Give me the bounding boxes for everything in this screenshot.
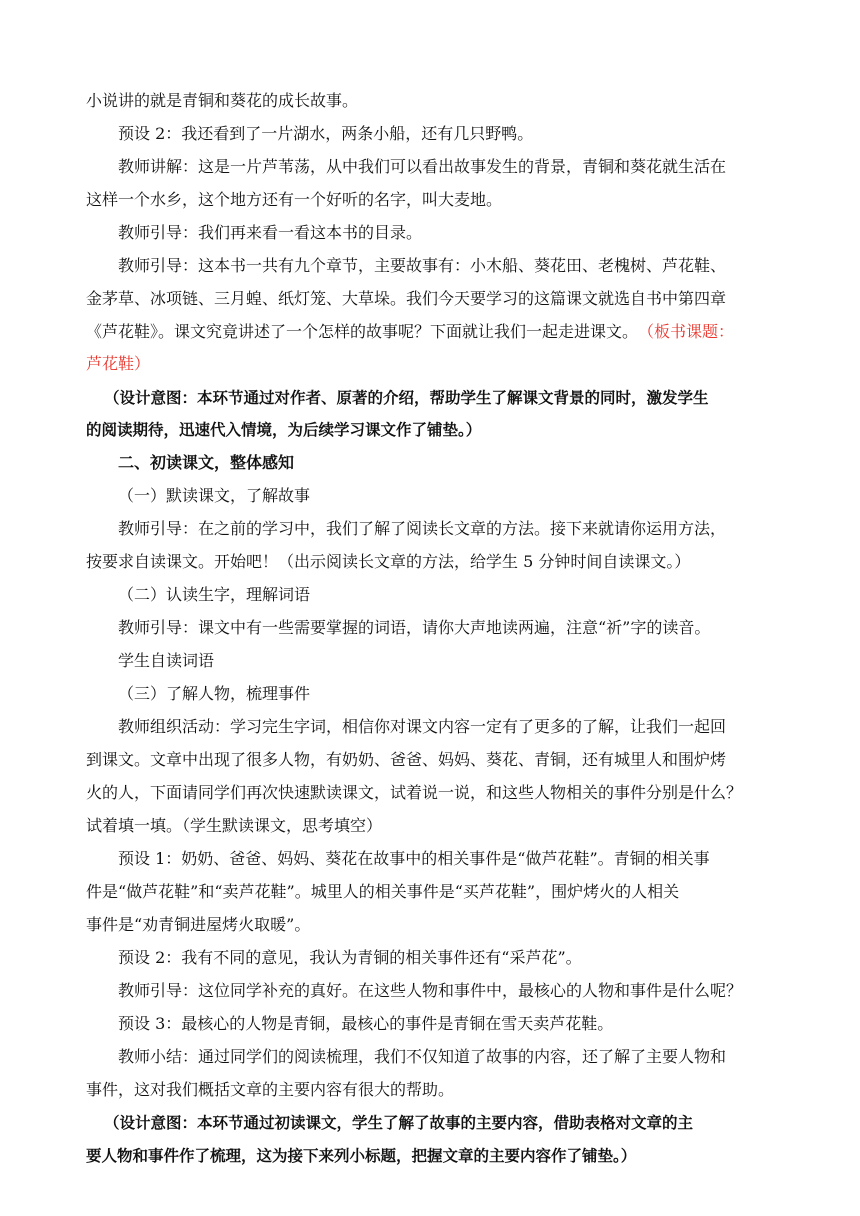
design-intent-line	[104, 384, 860, 412]
paragraph-line	[118, 845, 860, 873]
paragraph-line	[86, 1076, 860, 1104]
subsection-heading	[118, 680, 860, 708]
paragraph-line	[118, 515, 860, 543]
blackboard-title-note: （板书课题：	[638, 322, 735, 341]
blackboard-title-note: 芦花鞋）	[86, 354, 151, 373]
paragraph-line	[86, 548, 860, 576]
heading-text: （二）认读生字，理解词语	[118, 585, 311, 604]
line-text: 这样一个水乡，这个地方还有一个好听的名字，叫大麦地。	[86, 190, 503, 209]
paragraph-line	[118, 219, 860, 247]
paragraph-line	[118, 252, 860, 280]
line-text: 教师引导：这本书一共有九个章节，主要故事有：小木船、葵花田、老槐树、芦花鞋、	[118, 256, 727, 275]
paragraph-line	[86, 812, 860, 840]
line-text: 火的人，下面请同学们再次快速默读课文，试着说一说，和这些人物相关的事件分别是什么？	[86, 783, 743, 802]
line-text: 要人物和事件作了梳理，这为接下来列小标题，把握文章的主要内容作了铺垫。）	[86, 1146, 637, 1165]
paragraph-line	[118, 647, 860, 675]
paragraph-line	[86, 911, 860, 939]
paragraph-line	[118, 977, 860, 1005]
paragraph-line	[118, 153, 860, 181]
line-text: （设计意图：本环节通过对作者、原著的介绍，帮助学生了解课文背景的同时，激发学生	[104, 388, 709, 407]
paragraph-line	[86, 746, 860, 774]
design-intent-line	[86, 1142, 860, 1170]
line-text: 预设 3：最核心的人物是青铜，最核心的事件是青铜在雪天卖芦花鞋。	[118, 1014, 614, 1033]
heading-text: （三）了解人物，梳理事件	[118, 684, 311, 703]
heading-text: 二、初读课文，整体感知	[118, 453, 295, 472]
paragraph-line	[86, 186, 860, 214]
line-text: （设计意图：本环节通过初读课文，学生了解了故事的主要内容，借助表格对文章的主	[104, 1113, 694, 1132]
paragraph-line	[118, 1043, 860, 1071]
line-text: 金茅草、冰项链、三月蝗、纸灯笼、大草垛。我们今天要学习的这篇课文就选自书中第四章	[86, 289, 727, 308]
line-text: 教师引导：在之前的学习中，我们了解了阅读长文章的方法。接下来就请你运用方法，	[118, 519, 727, 538]
line-text: 学生自读词语	[118, 651, 215, 670]
subsection-heading	[118, 581, 860, 609]
paragraph-line	[118, 1010, 860, 1038]
line-text: 到课文。文章中出现了很多人物，有奶奶、爸爸、妈妈、葵花、青铜，还有城里人和围炉烤	[86, 750, 727, 769]
design-intent-line	[104, 1109, 860, 1137]
paragraph-line	[86, 350, 860, 378]
line-text: 事件，这对我们概括文章的主要内容有很大的帮助。	[86, 1080, 455, 1099]
line-text: 预设 2：我还看到了一片湖水，两条小船，还有几只野鸭。	[118, 124, 534, 143]
line-text: 教师引导：我们再来看一看这本书的目录。	[118, 223, 423, 242]
line-text: 教师引导：这位同学补充的真好。在这些人物和事件中，最核心的人物和事件是什么呢？	[118, 981, 743, 1000]
line-text: 试着填一填。（学生默读课文，思考填空）	[86, 816, 383, 835]
line-text: 按要求自读课文。开始吧！（出示阅读长文章的方法，给学生 5 分钟时间自读课文。）	[86, 552, 691, 571]
design-intent-line	[86, 416, 860, 444]
paragraph-line	[86, 878, 860, 906]
line-text: 《芦花鞋》。课文究竟讲述了一个怎样的故事呢？下面就让我们一起走进课文。	[86, 322, 639, 341]
paragraph-line	[118, 120, 860, 148]
line-text: 教师引导：课文中有一些需要掌握的词语，请你大声地读两遍，注意“祈”字的读音。	[118, 618, 711, 637]
section-heading	[118, 449, 860, 477]
line-text: 的阅读期待，迅速代入情境，为后续学习课文作了铺垫。）	[86, 420, 482, 439]
paragraph-line	[118, 713, 860, 741]
paragraph-line	[86, 285, 860, 313]
line-text: 小说讲的就是青铜和葵花的成长故事。	[86, 91, 359, 110]
subsection-heading	[118, 482, 860, 510]
paragraph-line	[86, 318, 860, 346]
line-text: 预设 2：我有不同的意见，我认为青铜的相关事件还有“采芦花”。	[118, 948, 582, 967]
heading-text: （一）默读课文，了解故事	[118, 486, 311, 505]
paragraph-line	[86, 779, 860, 807]
line-text: 教师组织活动：学习完生字词，相信你对课文内容一定有了更多的了解，让我们一起回	[118, 717, 727, 736]
line-text: 件是“做芦花鞋”和“卖芦花鞋”。城里人的相关事件是“买芦花鞋”，围炉烤火的人相关	[86, 882, 680, 901]
line-text: 教师小结：通过同学们的阅读梳理，我们不仅知道了故事的内容，还了解了主要人物和	[118, 1047, 727, 1066]
line-text: 事件是“劝青铜进屋烤火取暖”。	[86, 915, 311, 934]
line-text: 预设 1：奶奶、爸爸、妈妈、葵花在故事中的相关事件是“做芦花鞋”。青铜的相关事	[118, 849, 710, 868]
line-text: 教师讲解：这是一片芦苇荡，从中我们可以看出故事发生的背景，青铜和葵花就生活在	[118, 157, 727, 176]
paragraph-line	[118, 944, 860, 972]
paragraph-line	[86, 87, 860, 115]
paragraph-line	[118, 614, 860, 642]
